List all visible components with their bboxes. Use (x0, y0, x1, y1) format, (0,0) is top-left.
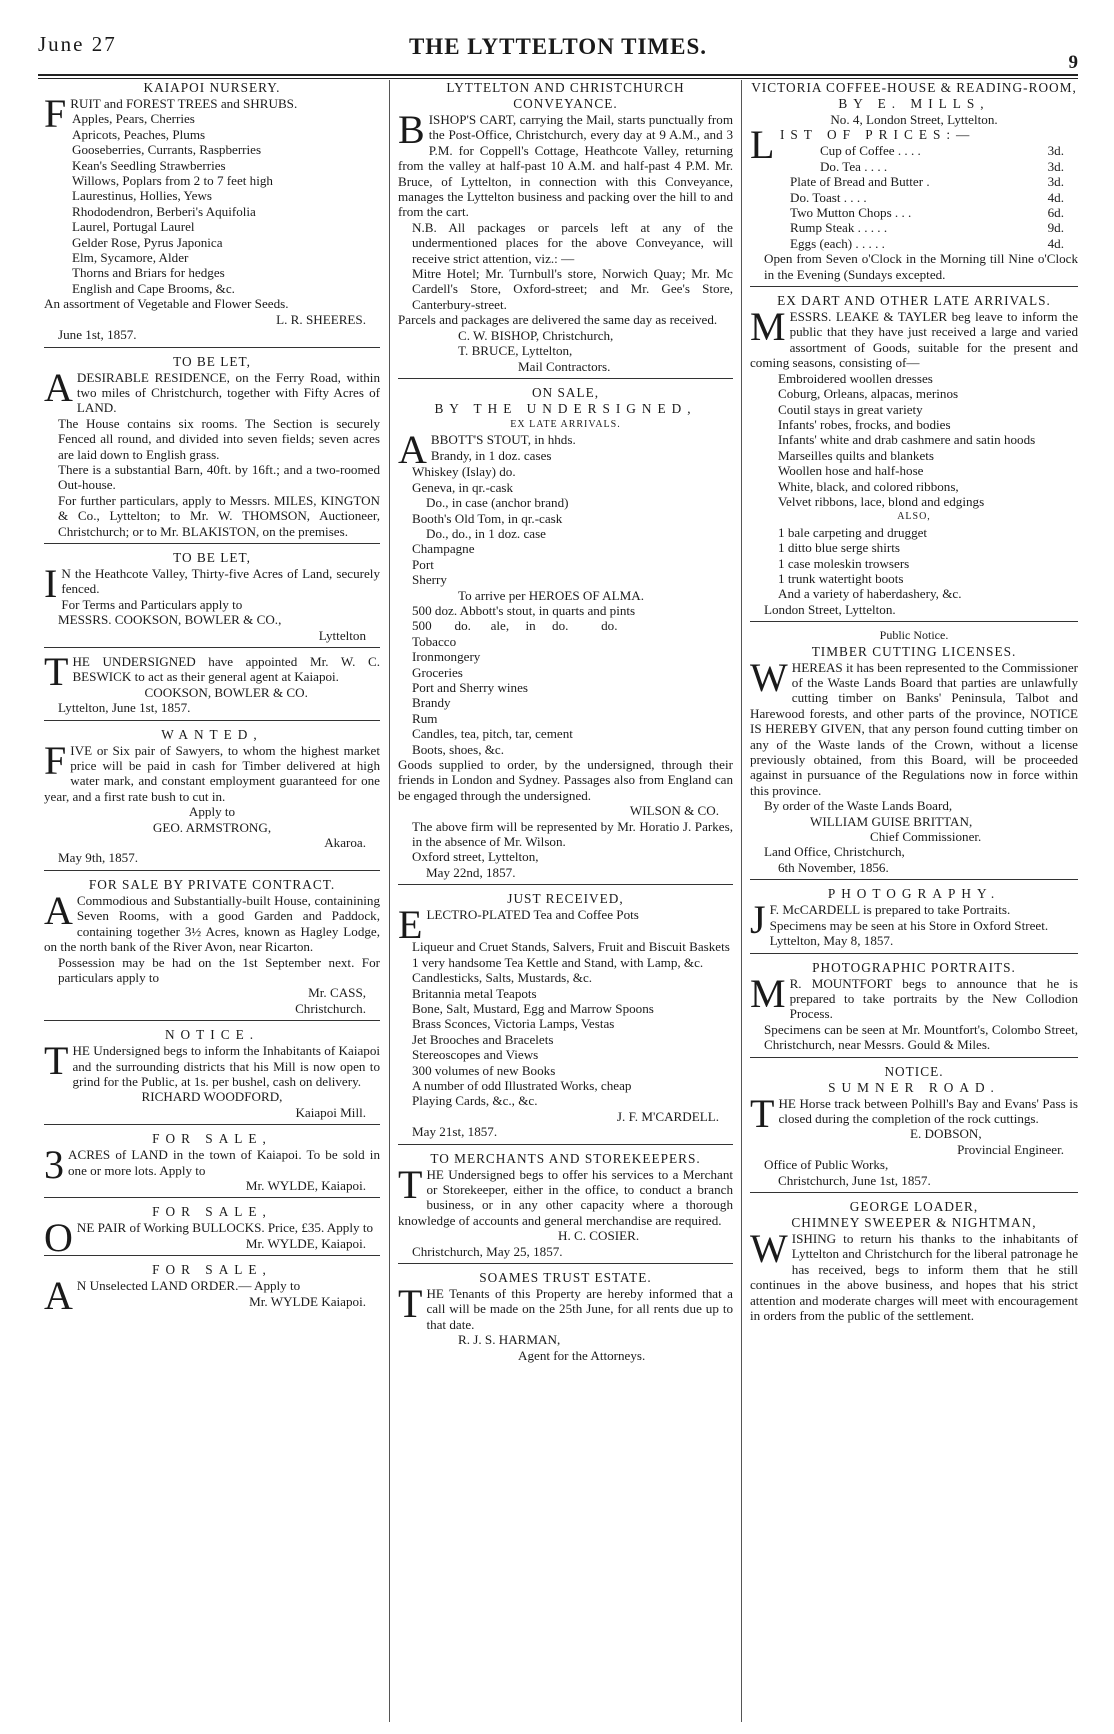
ad-lead: BBOTT'S STOUT, in hhds. (430, 432, 576, 448)
ad-small-caption: Public Notice. (879, 628, 949, 643)
ad-date: May 22nd, 1857. (426, 864, 516, 880)
newspaper-title: THE LYTTELTON TIMES. (408, 34, 708, 59)
ad-address: No. 4, London Street, Lyttelton. (830, 112, 998, 127)
ad-heading: VICTORIA COFFEE-HOUSE & READING-ROOM, (751, 80, 1077, 95)
ad-text: HEREAS it has been represented to the Commissioner of the Waste Lands Board that parties are unlawfully cutting timber on Banks' Peninsula, Talbot and Harewood forests, and other parts of the province, NOTICE IS HEREBY GIVEN, that any person found cutting timber on any of the Waste lands of the Crown, without a license previously obtained, from this Board, will be proceeded against in pursuance of the Regulations now in force within this province. (750, 659, 1078, 798)
ad-signer: T. BRUCE, Lyttelton, (458, 343, 573, 359)
ad-text: DESIRABLE RESIDENCE, on the Ferry Road, within two miles of Christchurch, together with Fifty Acres of LAND. (76, 369, 380, 416)
ad-signer: Mr. WYLDE, Kaiapoi. (245, 1177, 366, 1193)
price-item: Do. Toast . . . . (790, 189, 867, 205)
stock-item: Booth's Old Tom, in qr.-cask (412, 510, 563, 526)
drop-cap: E (398, 902, 423, 948)
ad-heading: NOTICE. (884, 1063, 944, 1079)
nursery-item: Gooseberries, Currants, Raspberries (72, 142, 262, 158)
ad-residence-to-let (44, 354, 380, 544)
stock-item: Liqueur and Cruet Stands, Salvers, Fruit and Biscuit Baskets (412, 939, 730, 955)
ad-text: The House contains six rooms. The Section is securely Fenced all round, and divided into seven fields; seven acres are laid down to English grass. (58, 415, 380, 462)
ad-subheading: SUMNER ROAD. (828, 1079, 1000, 1095)
stock-item: Champagne (412, 541, 475, 557)
issue-date: June 27 (38, 32, 117, 56)
stock-item: 500 doz. Abbott's stout, in quarts and pints (412, 602, 636, 618)
ad-heading: GEORGE LOADER, (849, 1198, 979, 1214)
price-item: Plate of Bread and Butter . (790, 174, 930, 190)
ad-lead: IST OF PRICES:— (779, 127, 976, 143)
drop-cap: T (398, 1281, 423, 1326)
stock-item: 500 do. ale, in do. do. (412, 618, 618, 634)
ad-soames-trust (398, 1270, 733, 1367)
ad-sale-acres (44, 1131, 380, 1198)
ad-heading: FOR SALE, (152, 1262, 272, 1278)
stock-item: 300 volumes of new Books (412, 1062, 556, 1078)
ad-victoria-coffee-house (750, 80, 1078, 287)
nursery-item: Laurestinus, Hollies, Yews (72, 188, 213, 204)
ad-text: Mitre Hotel; Mr. Turnbull's store, Norwich Quay; Mr. Mc Cardell's Store, Oxford-street; and Mr. Gee's Store, Canterbury-street. (412, 266, 733, 312)
ad-heading: TO MERCHANTS AND STOREKEEPERS. (430, 1150, 701, 1166)
stock-item: Coutil stays in great variety (778, 401, 923, 417)
ad-text: By order of the Waste Lands Board, (764, 798, 953, 814)
ad-signer: R. J. S. HARMAN, (458, 1332, 561, 1348)
stock-item: Boots, shoes, &c. (412, 741, 505, 757)
price-value: 3d. (1047, 158, 1064, 174)
ad-sale-land-order (44, 1262, 380, 1319)
ad-text: For Terms and Particulars apply to (61, 596, 243, 612)
ad-text: Commodious and Substantially-built House, containining Seven Rooms, with a good Garden and Paddock, containing together 3½ Acres, known as Hagley Lodge, on the north bank of the River Avon, near Ricarton. (44, 892, 380, 955)
price-value: 6d. (1047, 205, 1064, 221)
ad-lead: LECTRO-PLATED Tea and Coffee Pots (426, 907, 639, 923)
nursery-item: Rhododendron, Berberi's Aquifolia (72, 203, 256, 219)
ad-date: Lyttelton, May 8, 1857. (769, 933, 894, 949)
stock-item: Port (412, 556, 434, 572)
ad-text: HE Horse track between Polhill's Bay and Evans' Pass is closed during the completion of the rock cuttings. (778, 1095, 1078, 1126)
ad-text: The above firm will be represented by Mr. Horatio J. Parkes, in the absence of Mr. Wilson. (412, 818, 733, 850)
stock-item: 1 bale carpeting and drugget (778, 524, 928, 540)
ad-sale-bullocks (44, 1204, 380, 1261)
stock-item: Brass Sconces, Victoria Lamps, Vestas (412, 1016, 615, 1032)
ad-date: May 21st, 1857. (412, 1124, 498, 1140)
ad-text: ESSRS. LEAKE & TAYLER beg leave to inform the public that they have just received a large and varied assortment of Goods, suitable for the present and coming seasons, consisting of— (750, 309, 1078, 371)
stock-item: Do., do., in 1 doz. case (426, 525, 546, 541)
ad-heading: NOTICE. (164, 1027, 260, 1043)
ad-signer: E. DOBSON, (910, 1126, 982, 1142)
ad-signer: H. C. COSIER. (558, 1228, 640, 1244)
ad-small-caption: EX LATE ARRIVALS. (510, 418, 621, 430)
ad-beswick-agent (44, 649, 380, 721)
stock-item: Marseilles quilts and blankets (778, 447, 935, 463)
drop-cap: B (398, 107, 425, 152)
ad-signer: WILLIAM GUISE BRITTAN, (810, 813, 973, 829)
drop-cap: A (44, 887, 73, 933)
drop-cap: F (44, 91, 67, 136)
stock-item: Ironmongery (412, 649, 481, 665)
price-value: 3d. (1047, 143, 1064, 159)
stock-item: And a variety of haberdashery, &c. (778, 586, 962, 602)
stock-item: 1 ditto blue serge shirts (778, 540, 900, 556)
ad-signer: RICHARD WOODFORD, (141, 1089, 283, 1105)
stock-item: Tobacco (412, 633, 457, 649)
ad-text: HE Undersigned begs to offer his services to a Merchant or Storekeeper, either in the office, to conduct a branch business, or in any other capacity where a thorough knowledge of accounts and general merchandise are required. (398, 1166, 733, 1228)
price-row (750, 236, 1078, 251)
ad-text: MESSRS. COOKSON, BOWLER & CO., (58, 612, 282, 628)
stock-item: Coburg, Orleans, alpacas, merinos (778, 386, 959, 402)
stock-item: White, black, and colored ribbons, (778, 478, 959, 494)
stock-item: Britannia metal Teapots (412, 985, 537, 1001)
ad-role: Agent for the Attorneys. (518, 1347, 646, 1363)
drop-cap: O (44, 1215, 73, 1261)
ad-subheading: CHIMNEY SWEEPER & NIGHTMAN, (791, 1214, 1037, 1230)
drop-cap: F (44, 737, 67, 783)
stock-item: 1 case moleskin trowsers (778, 555, 910, 571)
price-item: Eggs (each) . . . . . (790, 235, 885, 251)
nursery-item: Thorns and Briars for hedges (72, 265, 225, 281)
nursery-item: Laurel, Portugal Laurel (72, 219, 195, 235)
ad-text: IVE or Six pair of Sawyers, to whom the highest market price will be paid in cash for Timber delivered at high water mark, and constant employment guaranteed for one year, and a first rate bush to cut in. (44, 742, 380, 804)
stock-item: Infants' robes, frocks, and bodies (778, 416, 951, 432)
ad-place: Kaiapoi Mill. (295, 1104, 366, 1120)
nursery-item: English and Cape Brooms, &c. (72, 280, 235, 296)
stock-item: Brandy (412, 695, 451, 711)
ad-photographic-portraits (750, 960, 1078, 1058)
drop-cap: T (44, 1038, 69, 1084)
ad-george-loader (750, 1199, 1078, 1327)
ad-date: May 9th, 1857. (58, 850, 139, 866)
stock-item: Whiskey (Islay) do. (412, 464, 516, 480)
drop-cap: T (44, 649, 69, 694)
drop-cap: A (44, 364, 73, 410)
ad-text: An assortment of Vegetable and Flower Seeds. (44, 296, 289, 312)
stock-item: Candlesticks, Salts, Mustards, &c. (412, 970, 593, 986)
drop-cap: A (44, 1273, 73, 1319)
ad-heading: KAIAPOI NURSERY. (143, 80, 281, 95)
masthead-rule (38, 74, 1078, 79)
column-divider (389, 80, 390, 1722)
ad-conveyance (398, 80, 733, 379)
ad-text: N Unselected LAND ORDER.— Apply to (76, 1278, 301, 1294)
ad-heading: SOAMES TRUST ESTATE. (479, 1270, 652, 1285)
ad-place: Akaroa. (324, 835, 366, 851)
drop-cap: M (750, 304, 786, 350)
ad-text: Possession may be had on the 1st September next. For particulars apply to (58, 954, 380, 985)
ad-date: Lyttelton, June 1st, 1857. (58, 700, 191, 716)
ad-text: Goods supplied to order, by the undersigned, through their friends in London and Sydney. Passages also from England can be engaged through the undersigned. (398, 757, 733, 803)
price-value: 9d. (1047, 220, 1064, 236)
ad-heading: EX DART AND OTHER LATE ARRIVALS. (777, 293, 1051, 309)
ad-signer: Mr. WYLDE, Kaiapoi. (245, 1235, 366, 1251)
ad-text: Specimens may be seen at his Store in Oxford Street. (769, 917, 1049, 933)
stock-item: 1 trunk watertight boots (778, 570, 904, 586)
price-row (780, 159, 1078, 174)
drop-cap: I (44, 560, 58, 606)
ad-lead: Brandy, in 1 doz. cases (430, 447, 552, 463)
ad-signer: J. F. M'CARDELL. (616, 1108, 719, 1124)
drop-cap: 3 (44, 1142, 64, 1188)
ad-address: Land Office, Christchurch, (764, 844, 905, 860)
ad-timber-licenses (750, 628, 1078, 880)
stock-item: A number of odd Illustrated Works, cheap (412, 1077, 632, 1093)
drop-cap: W (750, 1225, 788, 1271)
ad-just-received (398, 891, 733, 1144)
page-number: 9 (1068, 52, 1078, 73)
ad-lead: F. McCARDELL is prepared to take Portraits. (769, 902, 1011, 918)
ad-address: Oxford street, Lyttelton, (412, 849, 539, 865)
ad-date: Christchurch, June 1st, 1857. (778, 1172, 931, 1188)
column-2 (398, 80, 733, 1722)
stock-item: Geneva, in qr.-cask (412, 479, 514, 495)
ad-heading: FOR SALE, (152, 1204, 272, 1220)
price-value: 4d. (1047, 189, 1064, 205)
ad-heading: FOR SALE, (152, 1131, 272, 1147)
price-item: Rump Steak . . . . . (790, 220, 888, 236)
nursery-item: Gelder Rose, Pyrus Japonica (72, 234, 223, 250)
drop-cap: T (750, 1090, 775, 1136)
price-row (750, 174, 1078, 189)
drop-cap: J (750, 897, 766, 943)
ad-address: London Street, Lyttelton. (764, 601, 896, 617)
ad-text: Open from Seven o'Clock in the Morning till Nine o'Clock in the Evening (Sundays excepted. (764, 251, 1078, 282)
ad-heading: TO BE LET, (173, 353, 251, 369)
ad-kaiapoi-nursery (44, 80, 380, 348)
stock-item: Candles, tea, pitch, tar, cement (412, 726, 573, 742)
column-1 (44, 80, 380, 1722)
ad-text: Specimens can be seen at Mr. Mountfort's, Colombo Street, Christchurch, near Messrs. Gould & Miles. (764, 1021, 1078, 1053)
ad-role: Provincial Engineer. (957, 1141, 1064, 1157)
ad-subheading: BY E. MILLS, (838, 96, 990, 111)
stock-item: Embroidered woollen dresses (778, 370, 933, 386)
stock-item: Do., in case (anchor brand) (426, 495, 569, 511)
ad-signer: GEO. ARMSTRONG, (152, 819, 272, 835)
drop-cap: W (750, 654, 788, 700)
price-row (750, 190, 1078, 205)
price-value: 3d. (1047, 174, 1064, 190)
ad-heathcote-to-let (44, 550, 380, 648)
stock-item: Port and Sherry wines (412, 680, 529, 695)
ad-role: Chief Commissioner. (870, 829, 982, 845)
ad-text: There is a substantial Barn, 40ft. by 16ft.; and a two-roomed Out-house. (58, 461, 380, 493)
nursery-item: Apples, Pears, Cherries (72, 111, 195, 127)
drop-cap: L (750, 122, 776, 168)
stock-item: 1 very handsome Tea Kettle and Stand, with Lamp, &c. (412, 954, 704, 970)
ad-private-contract (44, 877, 380, 1021)
stock-item: Velvet ribbons, lace, blond and edgings (778, 493, 985, 509)
ad-heading: FOR SALE BY PRIVATE CONTRACT. (88, 876, 336, 892)
ad-text: HE Undersigned begs to inform the Inhabitants of Kaiapoi and the surrounding districts that his Mill is now open to grind for the Public, at 1s. per bushel, cash on delivery. (72, 1043, 380, 1089)
stock-item: Groceries (412, 664, 463, 680)
price-row (750, 220, 1078, 235)
ad-heading: WANTED, (161, 726, 263, 742)
drop-cap: M (750, 970, 786, 1016)
nursery-item: Willows, Poplars from 2 to 7 feet high (72, 173, 273, 189)
ad-address: Office of Public Works, (764, 1157, 889, 1173)
ad-place: Lyttelton (318, 627, 366, 643)
column-3 (750, 80, 1078, 1722)
ad-text: ISHOP'S CART, carrying the Mail, starts punctually from the Post-Office, Christchurch, every day at 9 A.M., and 3 P.M. for Coppell's Cottage, Heathcote Valley, returning from the valley at half-past 10 A.M. and half-past 4 P.M. Mr. Bruce, of Lyttelton, in connection with this Conveyance, manages the Lyttelton business and packing over the hill to and from the cart. (398, 112, 733, 220)
ad-text: Apply to (188, 804, 236, 820)
nursery-item: Apricots, Peaches, Plums (72, 126, 206, 142)
ad-date: June 1st, 1857. (58, 327, 137, 343)
price-item: Do. Tea . . . . (819, 158, 888, 174)
ad-text: Parcels and packages are delivered the same day as received. (398, 312, 718, 328)
stock-item: Rum (412, 710, 438, 726)
stock-item: Infants' white and drab cashmere and satin hoods (778, 432, 1036, 448)
ad-text: HE Tenants of this Property are hereby informed that a call will be made on the 25th June, for all rents due up to that date. (426, 1286, 733, 1332)
ad-small-caption: ALSO, (897, 511, 931, 523)
ad-heading: ON SALE, (531, 384, 600, 400)
price-row (780, 143, 1078, 158)
ad-signer: WILSON & CO. (629, 803, 719, 819)
ad-wanted-sawyers (44, 727, 380, 871)
ad-text: ACRES of LAND in the town of Kaiapoi. To be sold in one or more lots. Apply to (68, 1147, 380, 1178)
ad-heading: TIMBER CUTTING LICENSES. (811, 643, 1017, 659)
ad-merchants (398, 1151, 733, 1264)
ad-text: N.B. All packages or parcels left at any of the undermentioned places for the above Conveyance, will receive strict attention, viz.: — (412, 219, 733, 266)
ad-signer: Mr. WYLDE Kaiapoi. (249, 1293, 366, 1309)
ad-subheading: BY THE UNDERSIGNED, (434, 400, 697, 416)
column-divider (741, 80, 742, 1722)
ad-text: HE UNDERSIGNED have appointed Mr. W. C. BESWICK to act as their general agent at Kaiapoi. (72, 654, 380, 685)
stock-item: Bone, Salt, Mustard, Egg and Marrow Spoons (412, 1000, 654, 1016)
ad-role: Mail Contractors. (518, 358, 611, 374)
ad-heading: JUST RECEIVED, (507, 891, 624, 907)
price-row (750, 205, 1078, 220)
price-value: 4d. (1047, 235, 1064, 251)
ad-signer: C. W. BISHOP, Christchurch, (458, 327, 614, 343)
ad-photography (750, 886, 1078, 953)
ad-heading: TO BE LET, (173, 549, 251, 565)
ad-place: Christchurch. (295, 1000, 366, 1016)
ad-date: 6th November, 1856. (778, 859, 889, 875)
nursery-item: Elm, Sycamore, Alder (72, 250, 189, 266)
stock-item: Playing Cards, &c., &c. (412, 1093, 538, 1109)
ad-text: For further particulars, apply to Messrs. MILES, KINGTON & Co., Lyttelton; to Mr. W. THOMSON, Auctioneer, Christchurch; or to Mr. BLAKISTON, on the premises. (58, 492, 380, 539)
price-item: Cup of Coffee . . . . (819, 143, 921, 159)
ad-text: ISHING to return his thanks to the inhabitants of Lyttelton and Christchurch for the liberal patronage he has received, begs to inform them that he still continues in the above business, and hopes that his strict attention and moderate charges will meet with encouragement in orders from the public of the settlement. (750, 1230, 1078, 1323)
drop-cap: T (398, 1161, 423, 1207)
ad-text: NE PAIR of Working BULLOCKS. Price, £35. Apply to (76, 1220, 374, 1236)
ad-text: R. MOUNTFORT begs to announce that he is prepared to take portraits by the New Collodion Process. (789, 975, 1078, 1022)
ad-heading: PHOTOGRAPHY. (827, 886, 1001, 902)
ad-signer: COOKSON, BOWLER & CO. (144, 684, 308, 700)
masthead (38, 30, 1078, 73)
ad-sumner-road (750, 1064, 1078, 1193)
drop-cap: A (398, 427, 427, 473)
ad-heading: PHOTOGRAPHIC PORTRAITS. (812, 959, 1016, 975)
ad-date: Christchurch, May 25, 1857. (412, 1243, 563, 1259)
ad-heading: LYTTELTON AND CHRISTCHURCH CONVEYANCE. (446, 80, 685, 111)
ad-signer: L. R. SHEERES. (276, 311, 366, 327)
ad-ex-dart (750, 293, 1078, 622)
ad-on-sale (398, 385, 733, 885)
ad-signer: Mr. CASS, (308, 985, 366, 1001)
ad-text: N the Heathcote Valley, Thirty-five Acres of Land, securely fenced. (61, 565, 380, 597)
stock-item: Jet Brooches and Bracelets (412, 1031, 554, 1047)
ad-text: To arrive per HEROES OF ALMA. (458, 587, 645, 603)
ad-mill-notice (44, 1027, 380, 1125)
ad-lead: RUIT and FOREST TREES and SHRUBS. (70, 96, 298, 111)
price-item: Two Mutton Chops . . . (790, 205, 912, 221)
stock-item: Woollen hose and half-hose (778, 463, 924, 479)
nursery-item: Kean's Seedling Strawberries (72, 157, 226, 173)
stock-item: Sherry (412, 572, 447, 588)
stock-item: Stereoscopes and Views (412, 1047, 539, 1063)
